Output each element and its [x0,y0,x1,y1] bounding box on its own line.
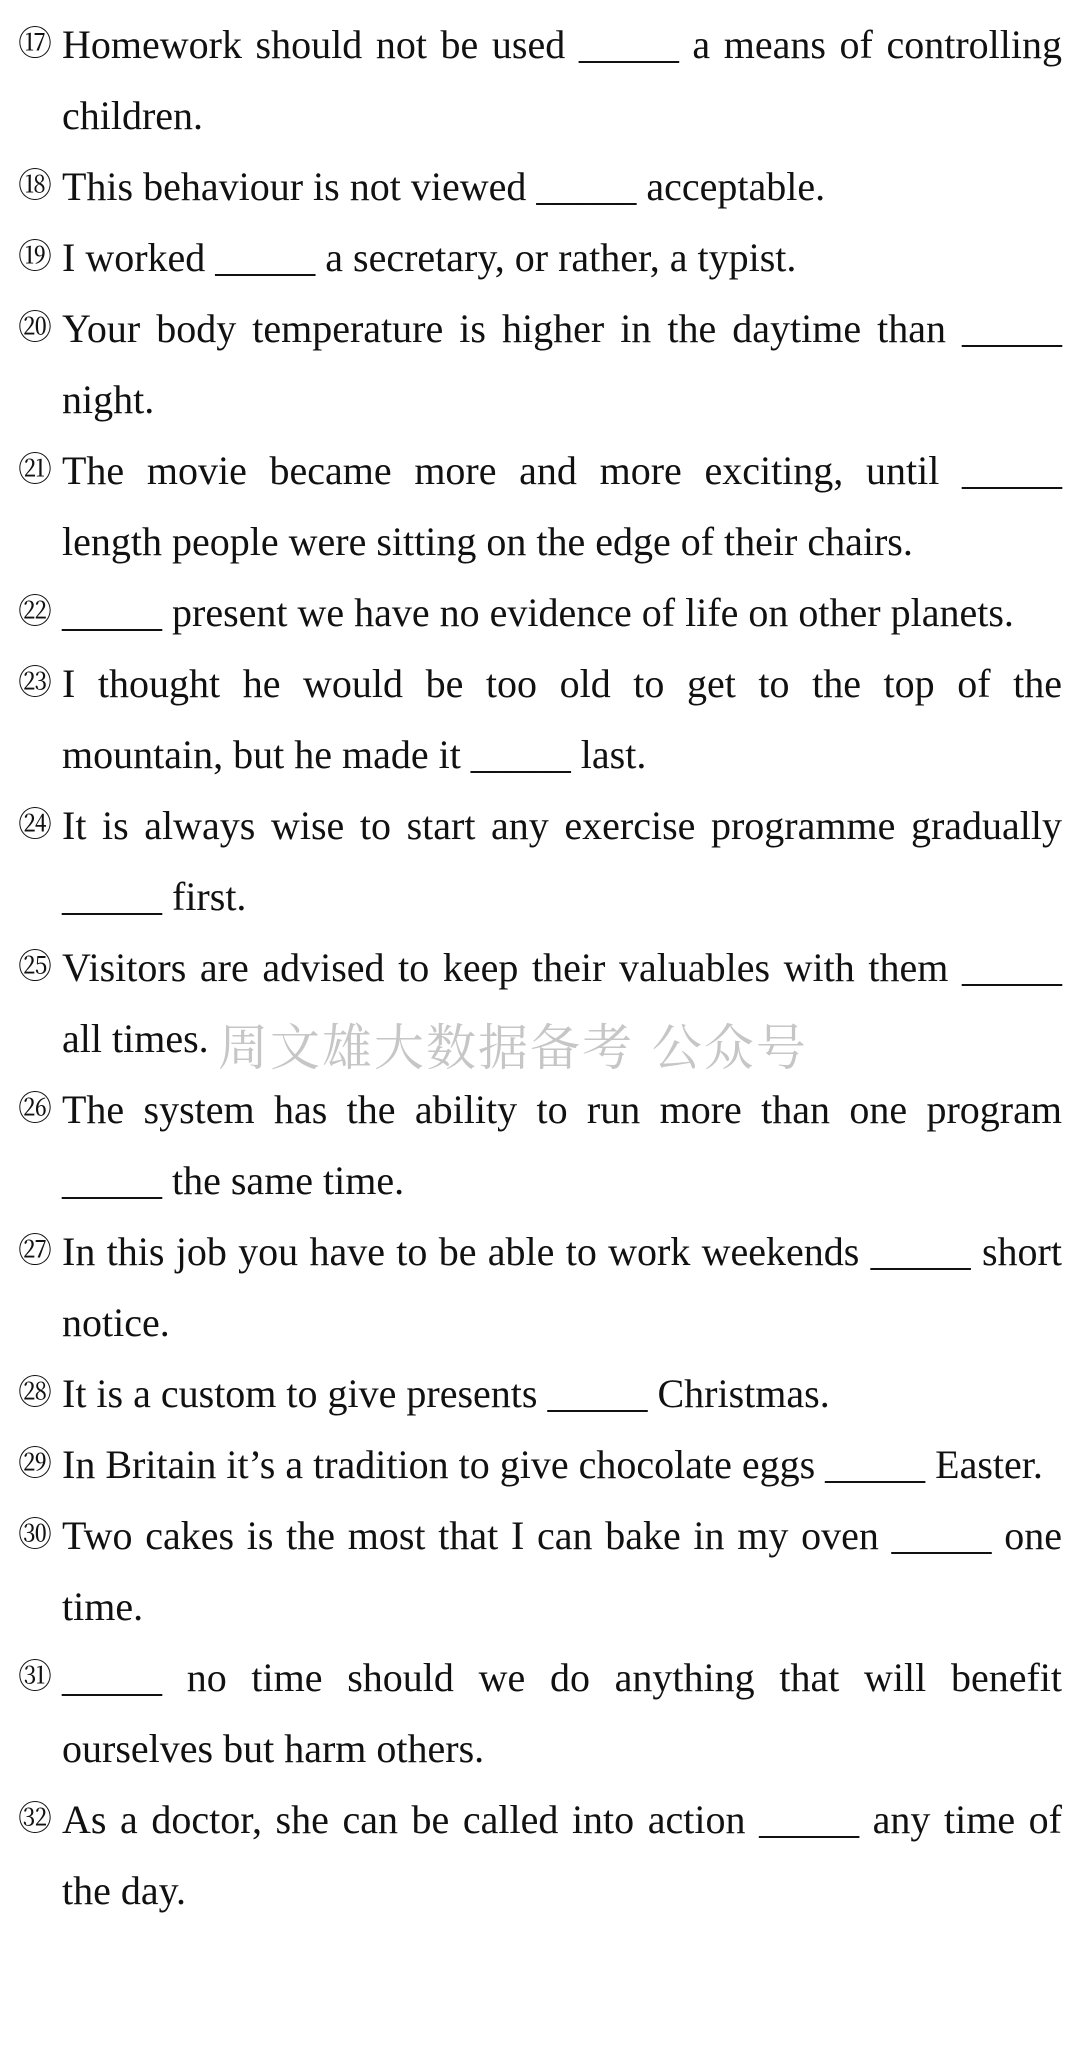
exercise-item-21 [18,435,1062,577]
exercise-list [18,9,1062,1926]
exercise-item-22 [18,577,1062,648]
exercise-item-28 [18,1358,1062,1429]
item-text: It is a custom to give presents _____ Christmas. [62,1371,830,1416]
exercise-item-25 [18,932,1062,1074]
item-number: ㉜ [18,1799,52,1839]
item-text: Two cakes is the most that I can bake in my oven _____ one time. [62,1513,1062,1629]
item-text: Your body temperature is higher in the daytime than _____ night. [62,306,1062,422]
item-text: In Britain it’s a tradition to give chocolate eggs _____ Easter. [62,1442,1043,1487]
exercise-item-30 [18,1500,1062,1642]
item-text: _____ present we have no evidence of life on other planets. [62,590,1014,635]
item-number: ⑳ [18,308,52,348]
exercise-item-17 [18,9,1062,151]
item-text: Homework should not be used _____ a means of controlling children. [62,22,1062,138]
exercise-item-20 [18,293,1062,435]
exercise-item-31 [18,1642,1062,1784]
exercise-item-19 [18,222,1062,293]
item-number: ㉓ [18,663,52,703]
item-number: ㉚ [18,1515,52,1555]
item-number: ⑰ [18,24,52,64]
item-text: The movie became more and more exciting, until _____ length people were sitting on the edge of their chairs. [62,448,1062,564]
item-number: ㉒ [18,592,52,632]
item-text: I worked _____ a secretary, or rather, a typist. [62,235,797,280]
item-number: ㉕ [18,947,52,987]
item-number: ㉙ [18,1444,52,1484]
exercise-item-32 [18,1784,1062,1926]
item-number: ⑱ [18,166,52,206]
item-text: Visitors are advised to keep their valuables with them _____ all times. [62,945,1062,1061]
item-number: ㉘ [18,1373,52,1413]
item-number: ㉔ [18,805,52,845]
item-text: As a doctor, she can be called into action _____ any time of the day. [62,1797,1062,1913]
item-text: It is always wise to start any exercise programme gradually _____ first. [62,803,1062,919]
item-number: ㉖ [18,1089,52,1129]
item-text: This behaviour is not viewed _____ acceptable. [62,164,826,209]
item-text: _____ no time should we do anything that will benefit ourselves but harm others. [62,1655,1062,1771]
exercise-item-18 [18,151,1062,222]
exercise-item-24 [18,790,1062,932]
item-text: I thought he would be too old to get to the top of the mountain, but he made it _____ last. [62,661,1062,777]
exercise-item-29 [18,1429,1062,1500]
exercise-item-27 [18,1216,1062,1358]
exercise-item-23 [18,648,1062,790]
item-number: ⑲ [18,237,52,277]
item-number: ㉛ [18,1657,52,1697]
watermark: 周文雄大数据备考 公众号 [218,1019,808,1077]
exercise-item-26 [18,1074,1062,1216]
item-number: ㉗ [18,1231,52,1271]
item-text: The system has the ability to run more than one program _____ the same time. [62,1087,1062,1203]
item-number: ㉑ [18,450,52,490]
item-text: In this job you have to be able to work weekends _____ short notice. [62,1229,1062,1345]
